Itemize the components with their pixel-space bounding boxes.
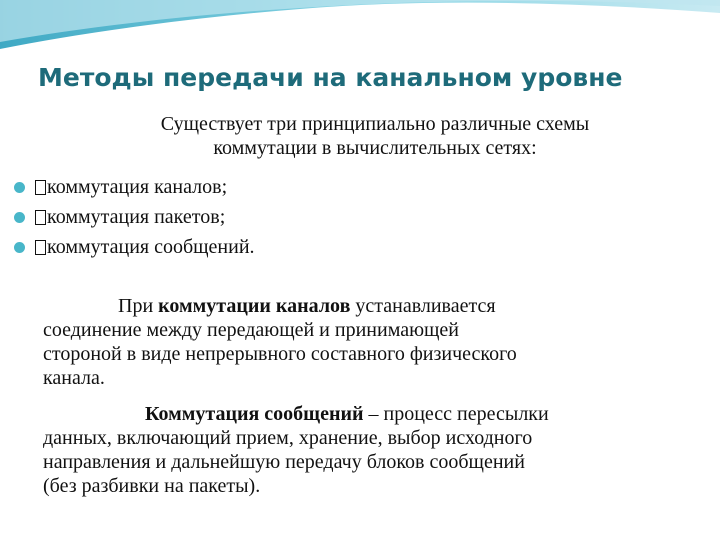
list-item [14,232,694,262]
paragraph-line: соединение между передающей и принимающей [43,319,460,341]
bold-term: Коммутация сообщений [145,403,364,425]
list-item-text: коммутация каналов; [47,176,228,198]
slide-title: Методы передачи на канальном уровне [38,63,623,92]
list-item [14,202,694,232]
bullet-dot-icon [14,242,25,253]
bullet-list [14,172,694,262]
missing-glyph-icon [35,180,46,195]
paragraph-line [43,402,693,426]
message-switching-paragraph [43,402,693,498]
bullet-dot-icon [14,182,25,193]
intro-line-1: Существует три принципиально различные схемы [160,113,590,135]
paragraph-line: данных, включающий прием, хранение, выбор исходного [43,427,533,449]
circuit-switching-paragraph [43,294,693,390]
list-item-text: коммутация пакетов; [47,206,226,228]
missing-glyph-icon [35,210,46,225]
missing-glyph-icon [35,240,46,255]
paragraph-line: направления и дальнейшую передачу блоков сообщений [43,451,525,473]
intro-text [55,112,695,160]
bullet-dot-icon [14,212,25,223]
paragraph-line [43,294,693,318]
paragraph-line: канала. [43,367,105,389]
list-item [14,172,694,202]
para-text: устанавливается [350,295,496,317]
list-item-text: коммутация сообщений. [47,236,255,258]
bold-term: коммутации каналов [158,295,351,317]
paragraph-line: стороной в виде непрерывного составного физического [43,343,517,365]
para-text: – процесс пересылки [363,403,549,425]
para-text: При [118,295,159,317]
intro-line-2: коммутации в вычислительных сетях: [213,137,537,159]
paragraph-line: (без разбивки на пакеты). [43,475,261,497]
header-wave-decoration [0,0,720,60]
